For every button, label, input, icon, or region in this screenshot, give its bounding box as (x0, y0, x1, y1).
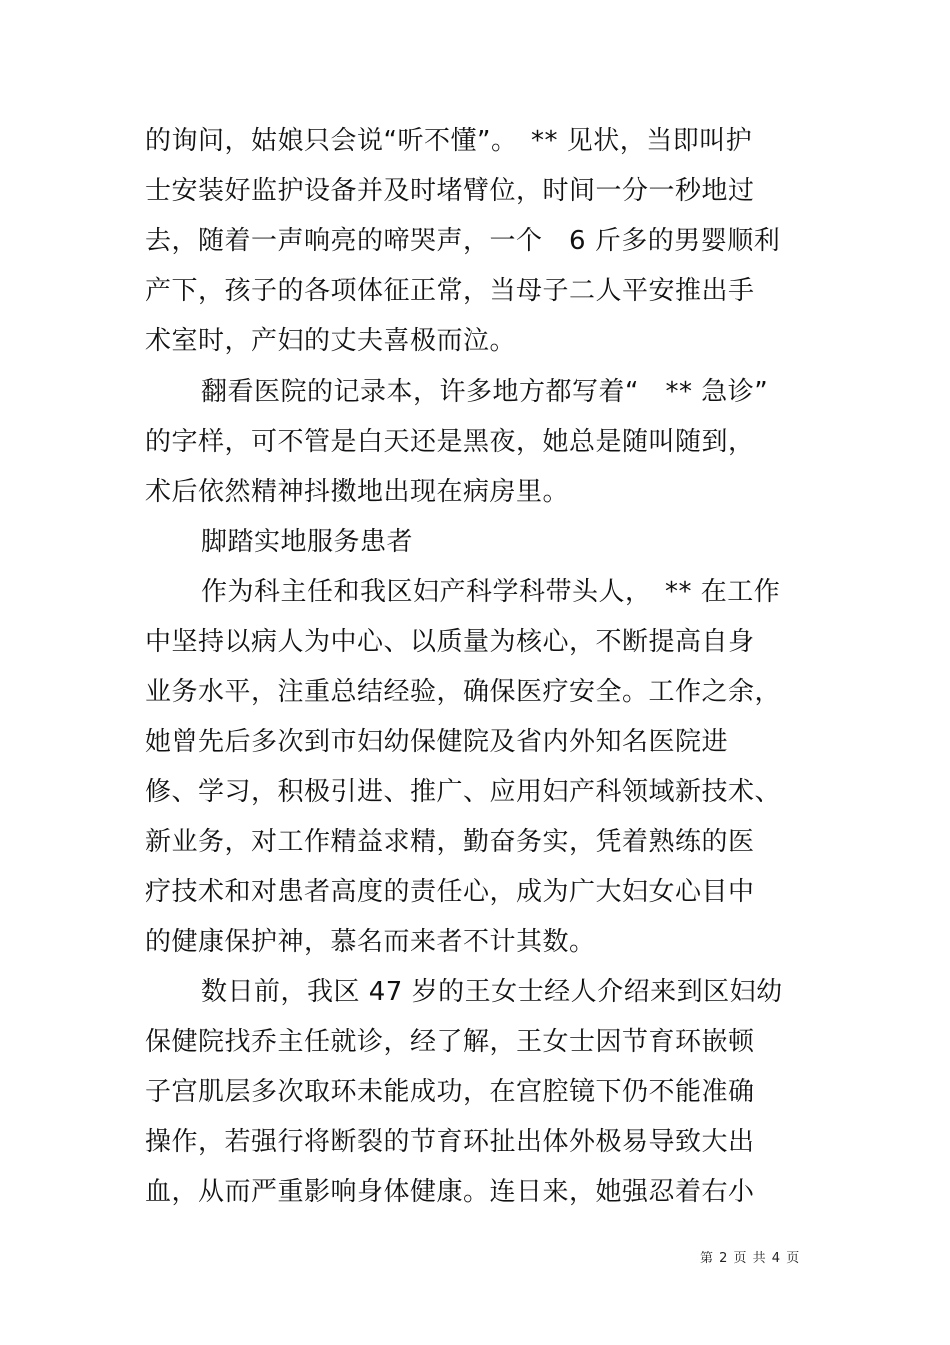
text-line: 疗技术和对患者高度的责任心，成为广大妇女心目中 (145, 877, 755, 907)
text-line: 去，随着一声响亮的啼哭声，一个 6 斤多的男婴顺利 (145, 226, 781, 256)
text-line: 的字样，可不管是白天还是黑夜，她总是随叫随到， (145, 427, 755, 457)
text-line: 士安装好监护设备并及时堵臂位，时间一分一秒地过 (145, 176, 755, 206)
page-number-footer: 第 2 页 共 4 页 (700, 1251, 801, 1266)
section-heading: 脚踏实地服务患者 (201, 527, 414, 557)
text-line: 业务水平，注重总结经验，确保医疗安全。工作之余， (145, 677, 782, 707)
text-line: 产下，孩子的各项体征正常，当母子二人平安推出手 (145, 276, 755, 306)
paragraph-start-line: 作为科主任和我区妇产科学科带头人， ** 在工作 (201, 577, 781, 607)
text-line: 术室时，产妇的丈夫喜极而泣。 (145, 326, 517, 356)
text-line: 子宫肌层多次取环未能成功，在宫腔镜下仍不能准确 (145, 1077, 755, 1107)
text-line: 保健院找乔主任就诊，经了解，王女士因节育环嵌顿 (145, 1027, 755, 1057)
text-line: 术后依然精神抖擞地出现在病房里。 (145, 477, 570, 507)
text-line: 中坚持以病人为中心、以质量为核心，不断提高自身 (145, 627, 755, 657)
text-line: 的健康保护神，慕名而来者不计其数。 (145, 927, 596, 957)
text-line: 她曾先后多次到市妇幼保健院及省内外知名医院进 (145, 727, 729, 757)
text-line: 修、学习，积极引进、推广、应用妇产科领域新技术、 (145, 777, 782, 807)
paragraph-start-line: 翻看医院的记录本，许多地方都写着“ ** 急诊” (201, 377, 769, 407)
text-line: 的询问，姑娘只会说“听不懂”。 ** 见状，当即叫护 (145, 126, 753, 156)
text-line: 操作，若强行将断裂的节育环扯出体外极易导致大出 (145, 1127, 755, 1157)
paragraph-start-line: 数日前，我区 47 岁的王女士经人介绍来到区妇幼 (201, 977, 783, 1007)
text-line: 血，从而严重影响身体健康。连日来，她强忍着右小 (145, 1177, 755, 1207)
text-line: 新业务，对工作精益求精，勤奋务实，凭着熟练的医 (145, 827, 755, 857)
